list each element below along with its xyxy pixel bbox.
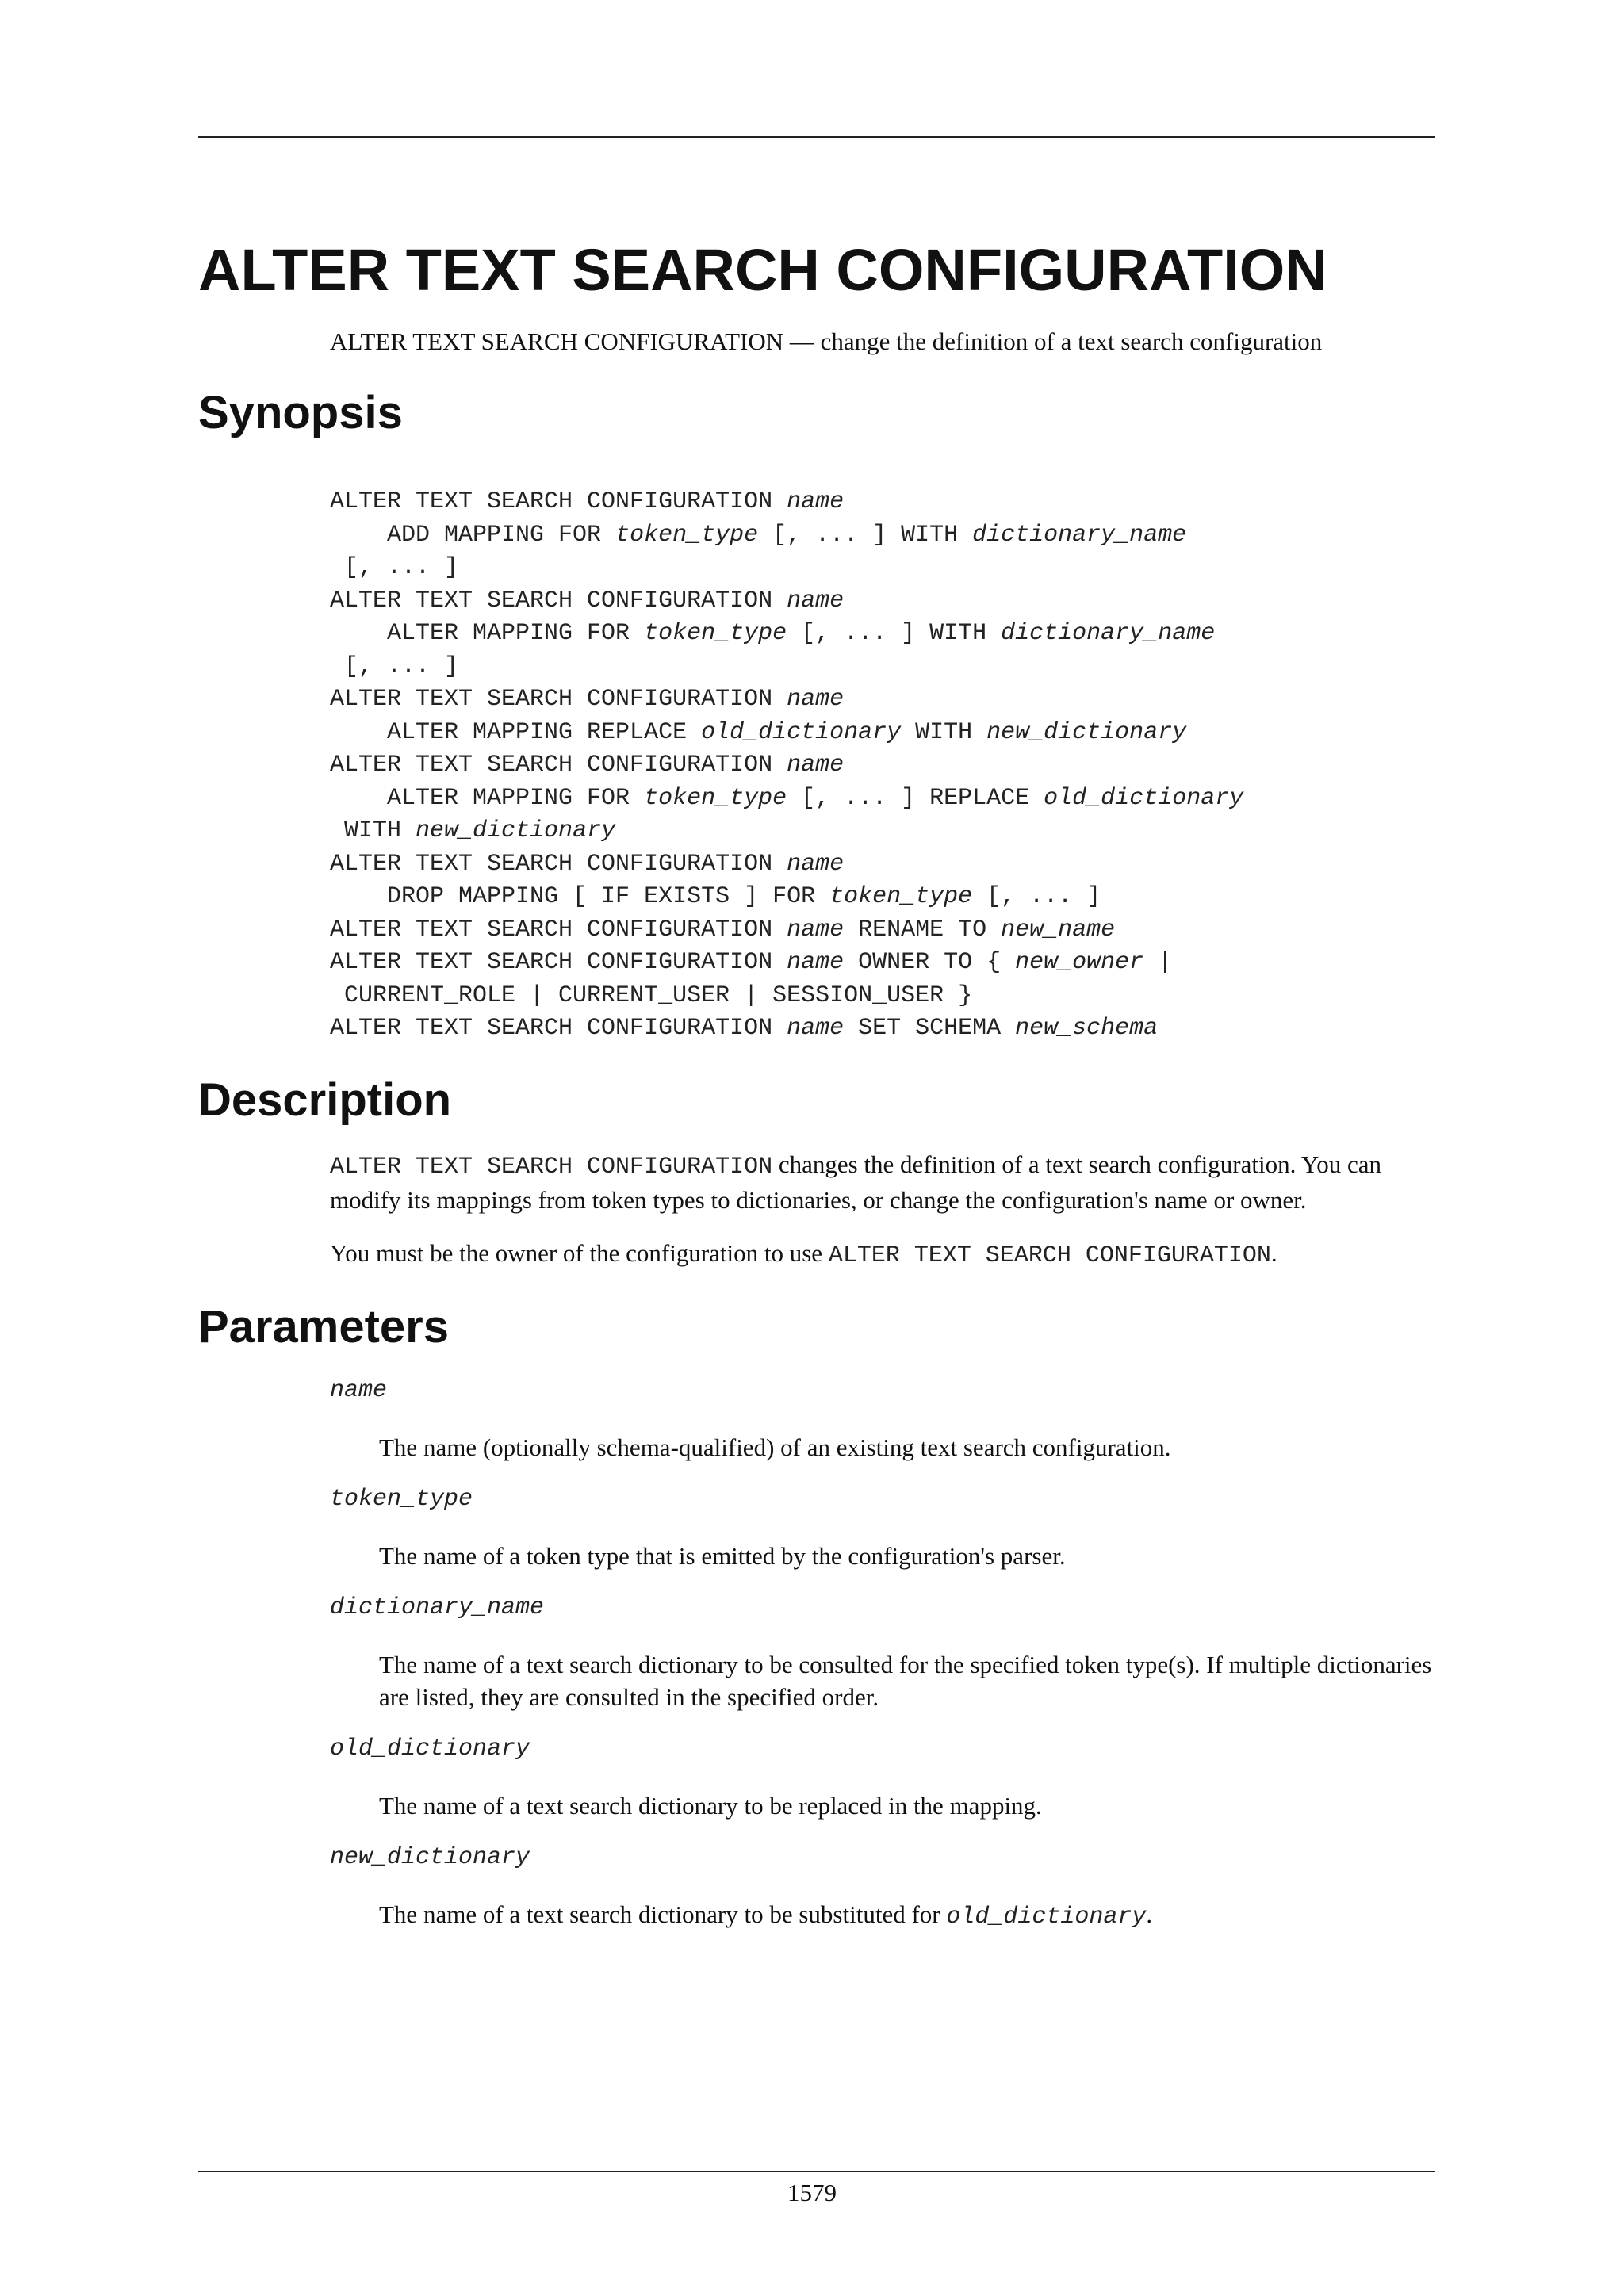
synopsis-keyword: [, ... ] WITH [787,620,1002,648]
synopsis-keyword: [, ... ] [972,883,1101,911]
synopsis-placeholder: new_dictionary [416,817,616,845]
synopsis-keyword: ALTER TEXT SEARCH CONFIGURATION [330,850,787,878]
page-content [198,238,1435,1934]
synopsis-placeholder: name [787,587,845,614]
synopsis-line [330,752,844,779]
synopsis-line [330,522,1186,549]
param-term-name: name [330,1376,388,1404]
synopsis-heading: Synopsis [198,386,403,438]
param-def-new-dictionary [379,1898,1435,1934]
synopsis-placeholder: name [787,488,845,516]
description-paragraph-2 [330,1237,1435,1272]
param-def-text: The name of a text search dictionary to be substituted for [379,1900,947,1928]
synopsis-keyword: ALTER TEXT SEARCH CONFIGURATION [330,686,787,714]
synopsis-placeholder: old_dictionary [701,718,902,746]
synopsis-line [330,817,615,844]
synopsis-line [330,883,1101,910]
synopsis-keyword: ALTER TEXT SEARCH CONFIGURATION [330,587,787,614]
parameter-list [198,1377,1435,1934]
param-term-dictionary-name: dictionary_name [330,1594,545,1621]
synopsis-keyword: DROP MAPPING [ IF EXISTS ] FOR [330,883,830,911]
param-def-end: . [1146,1900,1153,1928]
synopsis-line [330,719,1186,746]
synopsis-keyword: ALTER TEXT SEARCH CONFIGURATION [330,949,787,977]
synopsis-placeholder: token_type [644,620,787,648]
synopsis-placeholder: name [787,752,845,779]
synopsis-placeholder: name [787,916,845,943]
synopsis-placeholder: new_name [1001,916,1116,943]
description-heading: Description [198,1073,452,1126]
synopsis-placeholder: token_type [829,883,973,911]
synopsis-keyword: WITH [901,718,987,746]
synopsis-placeholder: name [787,686,845,714]
description-text-end: . [1270,1239,1277,1268]
footer-rule [198,2171,1435,2172]
synopsis-placeholder: dictionary_name [972,521,1187,549]
parameters-heading: Parameters [198,1301,449,1353]
synopsis-keyword: [, ... ] [330,652,459,680]
description-paragraph-1 [330,1148,1435,1216]
synopsis-line [330,1015,1158,1042]
synopsis-keyword: | [1143,949,1173,977]
synopsis-line [330,587,844,614]
synopsis-keyword: [, ... ] REPLACE [787,784,1044,812]
synopsis-line [330,653,458,680]
synopsis-keyword: ALTER MAPPING FOR [330,784,645,812]
inline-code: ALTER TEXT SEARCH CONFIGURATION [330,1154,773,1181]
synopsis-placeholder: dictionary_name [1001,620,1216,648]
synopsis-line [330,554,458,581]
synopsis-placeholder: old_dictionary [1044,784,1244,812]
synopsis-keyword: ALTER MAPPING REPLACE [330,718,702,746]
synopsis-keyword: WITH [330,817,416,845]
synopsis-keyword: [, ... ] WITH [758,521,973,549]
synopsis-placeholder: new_dictionary [986,718,1187,746]
param-term-new-dictionary: new_dictionary [330,1843,530,1871]
param-def-dictionary-name: The name of a text search dictionary to be consulted for the specified token type(s). If multiple dictionaries are listed, they are consulted in the specified order. [379,1650,1432,1711]
page-title: ALTER TEXT SEARCH CONFIGURATION [198,237,1327,303]
refpurpose: ALTER TEXT SEARCH CONFIGURATION — change the definition of a text search configuration [330,327,1323,356]
synopsis-placeholder: token_type [615,521,759,549]
param-term-token-type: token_type [330,1485,473,1513]
synopsis-placeholder: name [787,850,845,878]
description-text: changes the definition of a text search configuration. You can modify its mappings from token types to dictionaries, or change the configuration's name or owner. [330,1150,1381,1215]
synopsis-placeholder: new_owner [1015,949,1144,977]
synopsis-line [330,785,1243,812]
synopsis-keyword: OWNER TO { [844,949,1016,977]
synopsis-keyword: ALTER TEXT SEARCH CONFIGURATION [330,1015,787,1043]
synopsis-placeholder: name [787,1015,845,1043]
synopsis-line [330,620,1215,647]
synopsis-line [330,851,844,878]
synopsis-keyword: ADD MAPPING FOR [330,521,616,549]
synopsis-line [330,982,972,1009]
synopsis-keyword: ALTER TEXT SEARCH CONFIGURATION [330,488,787,516]
synopsis-code-block [330,486,1435,1046]
param-def-token-type: The name of a token type that is emitted by the configuration's parser. [379,1541,1066,1570]
synopsis-keyword: ALTER TEXT SEARCH CONFIGURATION [330,752,787,779]
synopsis-line [330,686,844,713]
synopsis-line [330,488,844,515]
synopsis-keyword: ALTER MAPPING FOR [330,620,645,648]
synopsis-placeholder: name [787,949,845,977]
synopsis-line [330,949,1172,976]
param-def-old-dictionary: The name of a text search dictionary to be replaced in the mapping. [379,1791,1042,1820]
header-rule [198,136,1435,138]
param-def-name: The name (optionally schema-qualified) of an existing text search configuration. [379,1433,1171,1461]
synopsis-keyword: [, ... ] [330,554,459,582]
synopsis-keyword: CURRENT_ROLE | CURRENT_USER | SESSION_USER } [330,982,973,1009]
synopsis-placeholder: token_type [644,784,787,812]
inline-code: old_dictionary [946,1903,1147,1931]
synopsis-keyword: RENAME TO [844,916,1002,943]
page-number: 1579 [787,2179,837,2206]
synopsis-placeholder: new_schema [1015,1015,1159,1043]
synopsis-keyword: SET SCHEMA [844,1015,1016,1043]
param-term-old-dictionary: old_dictionary [330,1735,530,1762]
synopsis-line [330,916,1115,943]
description-text: You must be the owner of the configuration to use [330,1239,829,1268]
synopsis-keyword: ALTER TEXT SEARCH CONFIGURATION [330,916,787,943]
inline-code: ALTER TEXT SEARCH CONFIGURATION [828,1242,1271,1270]
